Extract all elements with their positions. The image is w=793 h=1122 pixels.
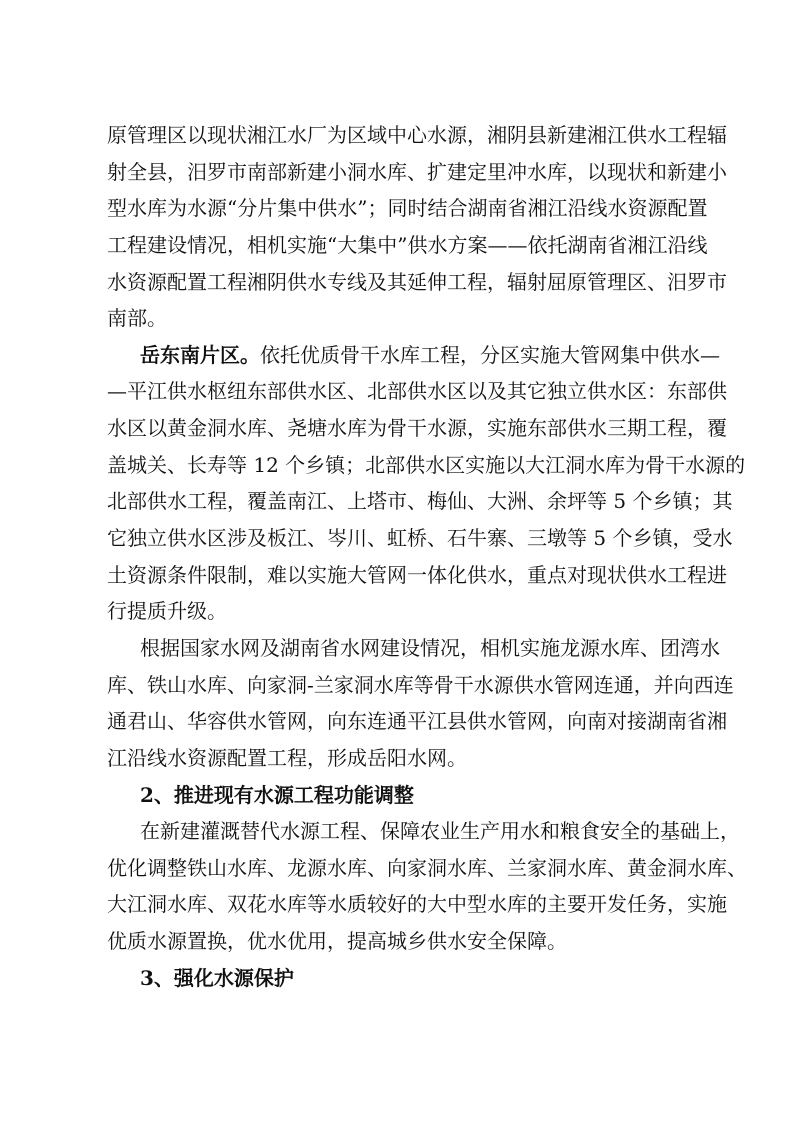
text-line: 它独立供水区涉及板江、岑川、虹桥、石牛寨、三墩等 5 个乡镇，受水 — [107, 526, 733, 551]
text-line: 水区以黄金洞水库、尧塘水库为骨干水源，实施东部供水三期工程，覆 — [107, 416, 727, 441]
paragraph-water-network — [107, 630, 734, 777]
text-line: 射全县，汨罗市南部新建小洞水库、扩建定里冲水库，以现状和新建小 — [107, 159, 727, 184]
document-page — [107, 117, 747, 996]
text-line: 库、铁山水库、向家洞-兰家洞水库等骨干水源供水管网连通，并向西连 — [107, 672, 734, 697]
text-line: 原管理区以现状湘江水厂为区域中心水源，湘阴县新建湘江供水工程辐 — [107, 123, 727, 147]
section-heading-2: 2、推进现有水源工程功能调整 — [140, 782, 414, 807]
paragraph-yuedongnan-region — [107, 337, 746, 630]
section-heading-3: 3、强化水源保护 — [140, 965, 294, 990]
text-line: 大江洞水库、双花水库等水质较好的大中型水库的主要开发任务，实施 — [107, 892, 727, 917]
paragraph-xiangyin-region — [107, 117, 727, 337]
text-line: 土资源条件限制，难以实施大管网一体化供水，重点对现状供水工程进 — [107, 562, 727, 587]
text-line: 水资源配置工程湘阴供水专线及其延伸工程，辐射屈原管理区、汨罗市 — [107, 269, 727, 294]
text-line: 型水库为水源“分片集中供水”；同时结合湖南省湘江沿线水资源配置 — [107, 196, 708, 221]
text-line: 优化调整铁山水库、龙源水库、向家洞水库、兰家洞水库、黄金洞水库、 — [107, 855, 747, 880]
text-line: 行提质升级。 — [107, 599, 227, 624]
paragraph-function-adjustment — [107, 813, 747, 960]
text-line: 北部供水工程，覆盖南江、上塔市、梅仙、大洲、余坪等 5 个乡镇；其 — [107, 489, 733, 514]
text-line: 盖城关、长寿等 12 个乡镇；北部供水区实施以大江洞水库为骨干水源的 — [107, 452, 746, 477]
text-line: 在新建灌溉替代水源工程、保障农业生产用水和粮食安全的基础上， — [140, 819, 740, 844]
text-line: 工程建设情况，相机实施“大集中”供水方案——依托湖南省湘江沿线 — [107, 232, 708, 257]
text-line: —平江供水枢纽东部供水区、北部供水区以及其它独立供水区：东部供 — [107, 379, 727, 404]
text-line: 通君山、华容供水管网，向东连通平江县供水管网，向南对接湖南省湘 — [107, 709, 727, 734]
bold-lead-term: 岳东南片区。 — [140, 342, 260, 367]
text-line — [107, 337, 720, 374]
text-line: 根据国家水网及湖南省水网建设情况，相机实施龙源水库、团湾水 — [140, 635, 720, 660]
text-line: 优质水源置换，优水优用，提高城乡供水安全保障。 — [107, 929, 567, 954]
text-line: 南部。 — [107, 306, 167, 331]
text-span: 依托优质骨干水库工程，分区实施大管网集中供水— — [260, 342, 720, 367]
text-line: 江沿线水资源配置工程，形成岳阳水网。 — [107, 745, 467, 770]
